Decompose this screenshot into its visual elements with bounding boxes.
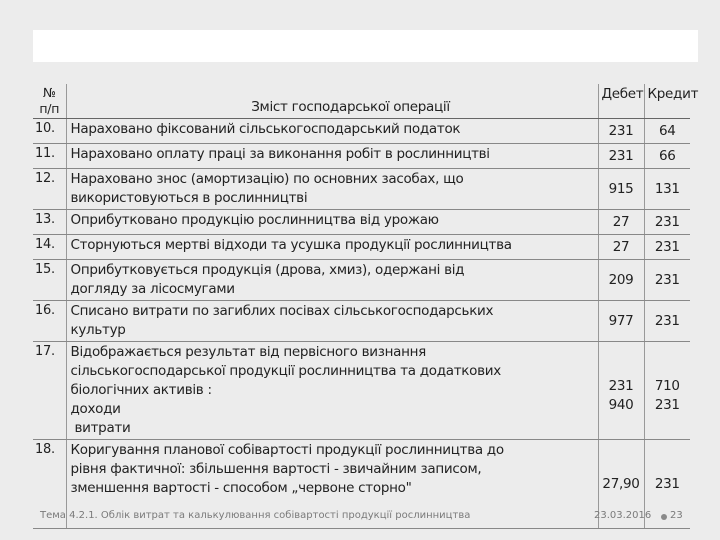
description-line: Списано витрати по загиблих посівах сільськогосподарських: [70, 303, 494, 319]
table-header-row: [33, 84, 690, 119]
table-row: [33, 169, 690, 210]
description-line: використовуються в рослинництві: [70, 190, 308, 206]
row-number: 13.: [33, 210, 66, 235]
credit-account: 231: [644, 301, 690, 342]
table-row: [33, 235, 690, 260]
operation-description: [66, 342, 598, 440]
operations-table-container: [33, 84, 699, 514]
credit-account: [644, 342, 690, 440]
operation-description: [66, 301, 598, 342]
table-row: [33, 210, 690, 235]
description-line: культур: [70, 322, 126, 338]
credit-account: 231: [644, 235, 690, 260]
credit-account-value: 710: [654, 378, 680, 394]
table-row: [33, 342, 690, 440]
debit-account: 915: [598, 169, 644, 210]
header-number: [33, 84, 66, 119]
debit-account: 231: [598, 119, 644, 144]
debit-account: 27,90: [598, 440, 644, 529]
description-line: Відображається результат від первісного визнання: [70, 344, 426, 360]
row-number: 18.: [33, 440, 66, 529]
credit-account-value: 231: [654, 397, 680, 413]
row-number: 11.: [33, 144, 66, 169]
table-row: [33, 119, 690, 144]
slide-footer: [40, 510, 690, 524]
debit-account-value: 231: [608, 378, 634, 394]
credit-account: 64: [644, 119, 690, 144]
operation-description: [66, 235, 598, 260]
description-line: догляду за лісосмугами: [70, 281, 235, 297]
operation-description: [66, 169, 598, 210]
description-line: Нараховано знос (амортизацію) по основних засобах, що: [70, 171, 464, 187]
row-number: 15.: [33, 260, 66, 301]
title-placeholder: [33, 30, 698, 62]
row-number: 16.: [33, 301, 66, 342]
row-number: 10.: [33, 119, 66, 144]
description-line: Оприбутковується продукція (дрова, хмиз), одержані від: [70, 262, 465, 278]
description-line: Нараховано оплату праці за виконання робіт в рослинництві: [70, 146, 490, 162]
operation-description: [66, 144, 598, 169]
debit-account-value: 940: [608, 397, 634, 413]
operation-description: [66, 260, 598, 301]
debit-account: 231: [598, 144, 644, 169]
credit-account: 231: [644, 440, 690, 529]
description-line: сільськогосподарської продукції рослинництва та додаткових: [70, 363, 501, 379]
footer-topic: Тема 4.2.1. Облік витрат та калькулювання собівартості продукції рослинництва: [40, 510, 471, 521]
debit-account: 27: [598, 235, 644, 260]
debit-account: 209: [598, 260, 644, 301]
footer-dot-icon: [661, 514, 667, 520]
credit-account: 66: [644, 144, 690, 169]
operation-description: [66, 119, 598, 144]
header-credit: Кредит: [644, 84, 690, 119]
footer-date: 23.03.2016: [594, 510, 652, 521]
debit-account: 27: [598, 210, 644, 235]
description-line: зменшення вартості - способом „червоне сторно": [70, 480, 412, 496]
footer-page-number: 23: [670, 510, 683, 521]
description-line: рівня фактичної: збільшення вартості - звичайним записом,: [70, 461, 482, 477]
header-number-abbr: п/п: [39, 101, 60, 116]
header-debit: Дебет: [598, 84, 644, 119]
table-row: [33, 301, 690, 342]
description-line: Нараховано фіксований сільськогосподарський податок: [70, 121, 461, 137]
description-line: доходи: [70, 401, 121, 417]
operations-table: [33, 84, 699, 529]
description-line: Коригування планової собівартості продукції рослинництва до: [70, 442, 504, 458]
header-description: Зміст господарської операції: [66, 84, 598, 119]
table-row: [33, 260, 690, 301]
credit-account: 131: [644, 169, 690, 210]
table-row: [33, 144, 690, 169]
header-number-symbol: №: [42, 85, 56, 100]
description-line: Сторнуються мертві відходи та усушка продукції рослинництва: [70, 237, 512, 253]
debit-account: [598, 342, 644, 440]
description-line: біологічних активів :: [70, 382, 212, 398]
row-number: 17.: [33, 342, 66, 440]
credit-account: 231: [644, 210, 690, 235]
description-line: Оприбутковано продукцію рослинництва від урожаю: [70, 212, 439, 228]
description-line: витрати: [70, 420, 131, 436]
row-number: 12.: [33, 169, 66, 210]
row-number: 14.: [33, 235, 66, 260]
operation-description: [66, 210, 598, 235]
debit-account: 977: [598, 301, 644, 342]
credit-account: 231: [644, 260, 690, 301]
